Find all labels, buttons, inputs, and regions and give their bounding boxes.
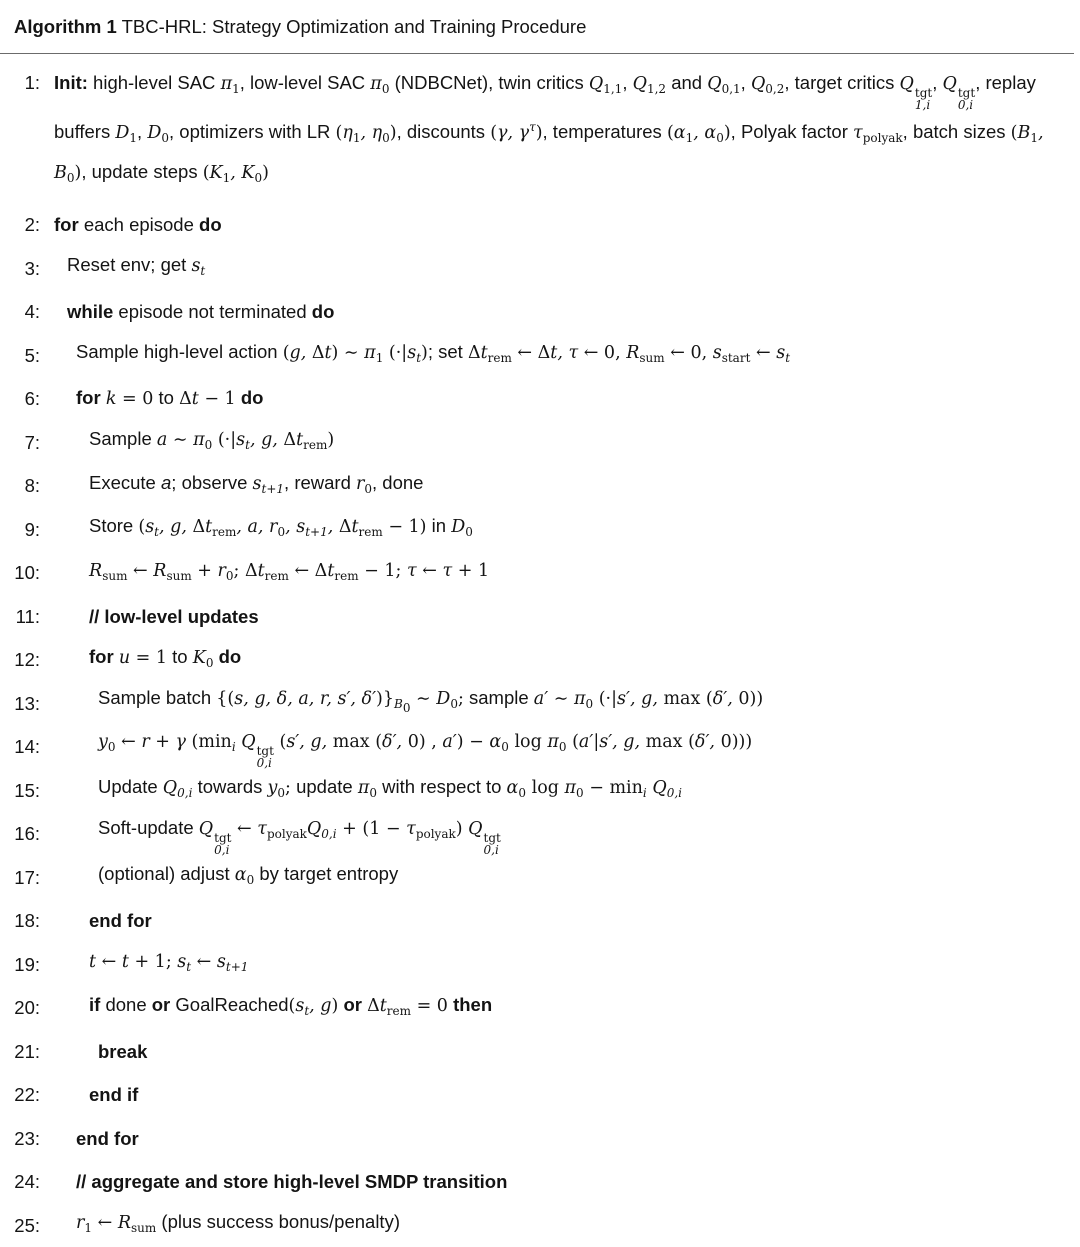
algorithm-line-17 xyxy=(0,856,1080,900)
line-text: $R_{sum}$ ← $R_{sum} + r_0$; $\Delta t_{rem}$ ← $\Delta t_{rem} - 1$; τ ← τ + 1 xyxy=(89,553,489,593)
line-number: 8: xyxy=(0,469,54,502)
line-text xyxy=(54,208,222,241)
keyword-do: do xyxy=(219,646,242,667)
text-fragment: sample xyxy=(469,687,529,708)
line-number: 24: xyxy=(0,1165,54,1198)
keyword-end-for: end for xyxy=(76,1128,139,1149)
text-fragment: , reward xyxy=(284,472,351,493)
comment-aggregate-transition: // aggregate and store high-level SMDP transition xyxy=(76,1171,507,1192)
text-fragment: Sample batch xyxy=(98,687,211,708)
algorithm-line-20 xyxy=(0,986,1080,1030)
keyword-for: for xyxy=(76,387,101,408)
algorithm-title: TBC-HRL: Strategy Optimization and Training Procedure xyxy=(122,16,587,37)
algorithm-caption xyxy=(14,12,586,42)
text-fragment: , optimizers with LR xyxy=(169,121,330,142)
keyword-for: for xyxy=(54,214,79,235)
line-text xyxy=(89,1078,138,1111)
comment-low-level-updates: // low-level updates xyxy=(89,606,259,627)
text-fragment: Sample xyxy=(89,428,152,449)
line-text: for k = 0 to Δt − 1 do xyxy=(76,381,263,416)
algorithm-line-14 xyxy=(0,725,1080,769)
text-fragment: to xyxy=(159,387,174,408)
algorithm-line-21 xyxy=(0,1030,1080,1074)
keyword-or: or xyxy=(152,994,171,1015)
line-text: Soft-update Q tgt 0,i ← $\tau_{polyak}Q_{0,i} + (1 - \tau_{polyak})$ Q tgt 0,i xyxy=(98,811,501,856)
line-number: 16: xyxy=(0,817,54,850)
line-text: Execute a; observe $s_{t+1}$, reward $r_0$, done xyxy=(89,466,423,506)
line-number: 6: xyxy=(0,382,54,415)
text-fragment: , discounts xyxy=(397,121,485,142)
text-fragment: ; observe xyxy=(171,472,247,493)
text-fragment: each episode xyxy=(84,214,194,235)
line-number: 22: xyxy=(0,1078,54,1111)
line-number: 14: xyxy=(0,730,54,763)
text-fragment: Update xyxy=(98,776,158,797)
algorithm-line-8 xyxy=(0,464,1080,508)
text-fragment: in xyxy=(432,515,446,536)
text-fragment: , done xyxy=(372,472,423,493)
text-fragment: ; set xyxy=(428,341,463,362)
line-text: Sample a ∼ $\pi_0$ ($\cdot|s_t$, g, $\Delta t_{rem}$) xyxy=(89,422,334,462)
keyword-do: do xyxy=(312,301,335,322)
text-fragment: batch sizes xyxy=(913,121,1006,142)
line-text: if done or $GoalReached(s_t$, g) or $\Delta t_{rem} = 0$ then xyxy=(89,988,492,1028)
line-number: 13: xyxy=(0,687,54,720)
keyword-while: while xyxy=(67,301,113,322)
line-text xyxy=(89,904,152,937)
keyword-if: if xyxy=(89,994,100,1015)
line-text xyxy=(89,600,259,633)
line-text: for u = 1 to $K_0$ do xyxy=(89,640,241,680)
algorithm-line-5 xyxy=(0,334,1080,378)
algorithm-line-9 xyxy=(0,508,1080,552)
line-text: $r_1$ ← $R_{sum}$ (plus success bonus/penalty) xyxy=(76,1205,400,1245)
line-text: Update $Q_{0,i}$ towards $y_0$; update $\pi_0$ with respect to $\alpha_0$ $\log \pi_0 - \min_i Q_{0,i}$ xyxy=(98,770,682,810)
line-text xyxy=(76,1165,507,1198)
line-number: 11: xyxy=(0,600,54,633)
text-fragment: Sample high-level action xyxy=(76,341,278,362)
line-number: 5: xyxy=(0,339,54,372)
text-fragment: a xyxy=(161,472,171,493)
line-text: Reset env; get $s_t$ xyxy=(67,248,205,288)
text-fragment: to xyxy=(172,646,187,667)
line-text: $y_0$ ← r + γ ($\min_i$ Q tgt 0,i (s′, g, max (δ′, 0) , $a') - \alpha_0$ $\log \pi_0$ (a′|s′, g, max (δ′, 0))) xyxy=(98,724,752,769)
line-number: 23: xyxy=(0,1122,54,1155)
algorithm-line-23 xyxy=(0,1117,1080,1161)
algorithm-line-1 xyxy=(0,64,1080,203)
text-fragment: , update steps xyxy=(81,161,197,182)
line-text xyxy=(98,1035,147,1068)
line-number: 25: xyxy=(0,1209,54,1242)
algorithm-line-22 xyxy=(0,1073,1080,1117)
text-fragment: high-level SAC xyxy=(93,72,215,93)
line-number: 18: xyxy=(0,904,54,937)
line-text: (optional) adjust $\alpha_0$ by target entropy xyxy=(98,857,398,897)
algorithm-line-4 xyxy=(0,290,1080,334)
text-fragment: Store xyxy=(89,515,133,536)
keyword-end-if: end if xyxy=(89,1084,138,1105)
text-fragment: towards xyxy=(198,776,263,797)
caption-rule xyxy=(0,53,1074,54)
algorithm-line-18 xyxy=(0,899,1080,943)
algorithm-line-15 xyxy=(0,769,1080,813)
text-fragment: (NDBCNet), twin critics xyxy=(395,72,584,93)
text-fragment: update xyxy=(296,776,353,797)
keyword-do: do xyxy=(241,387,264,408)
keyword-end-for: end for xyxy=(89,910,152,931)
text-fragment: and xyxy=(671,72,702,93)
algorithm-line-6 xyxy=(0,377,1080,421)
text-fragment: (plus success bonus/penalty) xyxy=(161,1211,400,1232)
algorithm-line-25 xyxy=(0,1204,1080,1247)
algorithm-line-19 xyxy=(0,943,1080,987)
text-fragment: , low-level SAC xyxy=(240,72,365,93)
line-text: Init: high-level SAC $\pi_1$, low-level SAC $\pi_0$ (NDBCNet), twin critics $Q_{1,1}$, $Q_{1,2}$ and $Q_{0,1}$, $Q_{0,2}$, target critics Q tgt 1,i , Q tgt 0,i , replay buffers $D_1$, $D_0$, optimizers with LR ($\eta_1$, $\eta_0$), discounts (γ, $\gamma^\tau$), temperatures ($\alpha_1$, $\alpha_0$), Polyak factor $\tau_{polyak}$, batch sizes ($B_1$, $B_0$), update steps ($K_1$, $K_0$) xyxy=(54,66,1064,195)
keyword-then: then xyxy=(453,994,492,1015)
algorithm-line-3 xyxy=(0,247,1080,291)
text-fragment: with respect to xyxy=(382,776,501,797)
algorithm-line-24 xyxy=(0,1160,1080,1204)
algorithm-line-12 xyxy=(0,638,1080,682)
keyword-break: break xyxy=(98,1041,147,1062)
algorithm-body xyxy=(0,64,1080,1247)
line-number: 15: xyxy=(0,774,54,807)
text-fragment: episode not terminated xyxy=(118,301,306,322)
algorithm-line-10 xyxy=(0,551,1080,595)
line-number: 3: xyxy=(0,252,54,285)
keyword-do: do xyxy=(199,214,222,235)
line-text xyxy=(76,1122,139,1155)
line-number: 2: xyxy=(0,208,54,241)
algorithm-line-13 xyxy=(0,682,1080,726)
text-fragment: replay buffers xyxy=(54,72,1036,142)
text-fragment: , temperatures xyxy=(543,121,662,142)
line-text: t ← t + 1; $s_t$ ← $s_{t+1}$ xyxy=(89,944,248,984)
keyword-or: or xyxy=(343,994,362,1015)
line-number: 7: xyxy=(0,426,54,459)
line-number: 17: xyxy=(0,861,54,894)
line-text: Sample high-level action (g, Δt) ∼ $\pi_1$ $(\cdot|s_t)$; set $\Delta t_{rem}$ ← Δt, τ ← 0, $R_{sum}$ ← 0, $s_{start}$ ← $s_t$ xyxy=(76,335,790,375)
line-text xyxy=(67,295,334,328)
text-fragment: Soft-update xyxy=(98,817,194,838)
text-fragment: done xyxy=(105,994,146,1015)
line-number: 20: xyxy=(0,991,54,1024)
algorithm-line-11 xyxy=(0,595,1080,639)
line-number: 1: xyxy=(0,66,54,99)
text-fragment: (optional) adjust xyxy=(98,863,230,884)
algorithm-line-2 xyxy=(0,203,1080,247)
text-fragment: by target entropy xyxy=(259,863,398,884)
line-text: Store ($s_t$, g, $\Delta t_{rem}$, a, $r_0$, $s_{t+1}$, $\Delta t_{rem} - 1$) in $D_0$ xyxy=(89,509,473,549)
text-fragment: , target critics xyxy=(784,72,894,93)
text-fragment: Reset env; get xyxy=(67,254,186,275)
line-number: 9: xyxy=(0,513,54,546)
text-fragment: , Polyak factor xyxy=(731,121,848,142)
line-text: Sample batch {(s, g, δ, a, r, s′, $\delta')\}_{B_0}$ ∼ $D_0$; sample a′ ∼ $\pi_0$ (·|s′, g, max (δ′, 0)) xyxy=(98,681,763,725)
keyword-init: Init: xyxy=(54,72,88,93)
text-fragment: GoalReached xyxy=(175,994,288,1015)
line-number: 21: xyxy=(0,1035,54,1068)
line-number: 12: xyxy=(0,643,54,676)
algorithm-line-7 xyxy=(0,421,1080,465)
keyword-for: for xyxy=(89,646,114,667)
line-number: 4: xyxy=(0,295,54,328)
text-fragment: Execute xyxy=(89,472,156,493)
line-number: 10: xyxy=(0,556,54,589)
algorithm-number: Algorithm 1 xyxy=(14,16,117,37)
algorithm-line-16 xyxy=(0,812,1080,856)
line-number: 19: xyxy=(0,948,54,981)
